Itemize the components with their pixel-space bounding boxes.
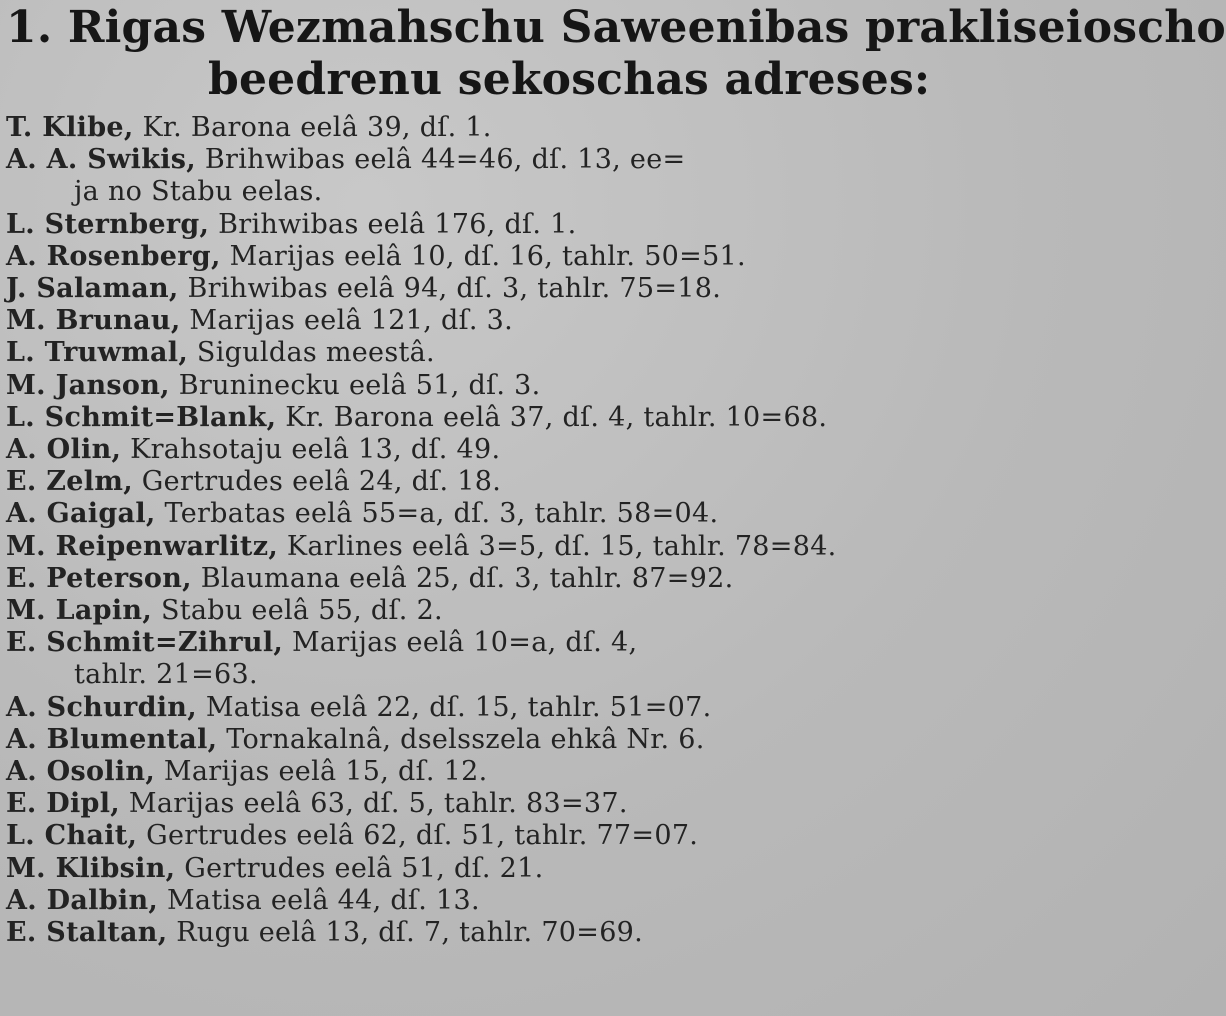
member-name: A. Dalbin, bbox=[6, 884, 159, 916]
address-entry bbox=[6, 885, 920, 917]
address-entry bbox=[6, 402, 920, 434]
member-address: Karlines eelâ 3=5, dſ. 15, tahlr. 78=84. bbox=[286, 530, 837, 562]
member-address: Bruninecku eelâ 51, dſ. 3. bbox=[178, 369, 541, 401]
member-address: Marijas eelâ 121, dſ. 3. bbox=[189, 305, 513, 337]
member-name: L. Chait, bbox=[6, 820, 138, 852]
member-name: L. Truwmal, bbox=[6, 337, 189, 369]
member-name: A. A. Swikis, bbox=[6, 144, 196, 176]
member-address-continuation: ja no Stabu eelas. bbox=[74, 176, 323, 208]
member-name: L. Sternberg, bbox=[6, 208, 210, 240]
address-entry bbox=[6, 692, 920, 724]
member-address: Kr. Barona eelâ 37, dſ. 4, tahlr. 10=68. bbox=[285, 401, 828, 433]
member-name: M. Reipenwarlitz, bbox=[6, 530, 279, 562]
member-name: E. Schmit=Zihrul, bbox=[6, 627, 284, 659]
member-address: Marijas eelâ 15, dſ. 12. bbox=[163, 756, 488, 788]
address-entry bbox=[6, 273, 920, 305]
member-address: Gertrudes eelâ 62, dſ. 51, tahlr. 77=07. bbox=[146, 820, 699, 852]
member-address: Gertrudes eelâ 51, dſ. 21. bbox=[184, 852, 544, 884]
member-address: Rugu eelâ 13, dſ. 7, tahlr. 70=69. bbox=[176, 917, 644, 949]
address-entry bbox=[6, 434, 920, 466]
member-name: M. Janson, bbox=[6, 369, 170, 401]
address-entry bbox=[6, 917, 920, 949]
member-name: A. Olin, bbox=[6, 434, 122, 466]
address-entry bbox=[6, 756, 920, 788]
heading-line-1: 1. Rigas Wezmahschu Saweenibas prakliseioscho bbox=[6, 2, 1226, 53]
member-address: Marijas eelâ 63, dſ. 5, tahlr. 83=37. bbox=[128, 788, 628, 820]
member-address: Marijas eelâ 10=a, dſ. 4, bbox=[291, 627, 638, 659]
member-address: Brihwibas eelâ 94, dſ. 3, tahlr. 75=18. bbox=[187, 273, 722, 305]
address-entry bbox=[6, 209, 920, 241]
address-entry bbox=[6, 112, 920, 144]
member-name: M. Klibsin, bbox=[6, 852, 176, 884]
address-entry bbox=[6, 853, 920, 885]
heading bbox=[6, 0, 1226, 106]
address-list bbox=[6, 112, 920, 949]
address-entry bbox=[6, 627, 920, 691]
member-address: Blaumana eelâ 25, dſ. 3, tahlr. 87=92. bbox=[200, 562, 734, 594]
address-entry bbox=[6, 241, 920, 273]
member-name: E. Dipl, bbox=[6, 788, 120, 820]
member-name: A. Rosenberg, bbox=[6, 240, 221, 272]
address-entry bbox=[6, 498, 920, 530]
member-address: Matisa eelâ 44, dſ. 13. bbox=[166, 884, 480, 916]
member-address: Tornakalnâ, dselsszela ehkâ Nr. 6. bbox=[226, 723, 705, 755]
member-name: M. Lapin, bbox=[6, 595, 153, 627]
member-address: Kr. Barona eelâ 39, dſ. 1. bbox=[142, 112, 492, 143]
member-name: J. Salaman, bbox=[6, 273, 179, 305]
member-name: A. Blumental, bbox=[6, 723, 218, 755]
member-address: Brihwibas eelâ 176, dſ. 1. bbox=[218, 208, 577, 240]
address-entry bbox=[6, 144, 920, 208]
address-entry bbox=[6, 788, 920, 820]
member-address: Gertrudes eelâ 24, dſ. 18. bbox=[141, 466, 502, 498]
member-name: M. Brunau, bbox=[6, 305, 181, 337]
member-name: A. Gaigal, bbox=[6, 498, 156, 530]
heading-line-2: beedrenu sekoschas adreses: bbox=[208, 54, 931, 105]
address-entry bbox=[6, 337, 920, 369]
member-name: E. Peterson, bbox=[6, 562, 192, 594]
address-entry bbox=[6, 370, 920, 402]
member-address: Stabu eelâ 55, dſ. 2. bbox=[160, 595, 443, 627]
member-name: E. Staltan, bbox=[6, 917, 168, 949]
address-entry bbox=[6, 595, 920, 627]
address-entry bbox=[6, 724, 920, 756]
member-name: E. Zelm, bbox=[6, 466, 133, 498]
member-name: L. Schmit=Blank, bbox=[6, 401, 277, 433]
member-name: A. Schurdin, bbox=[6, 691, 197, 723]
member-address: Terbatas eelâ 55=a, dſ. 3, tahlr. 58=04. bbox=[164, 498, 719, 530]
member-address: Marijas eelâ 10, dſ. 16, tahlr. 50=51. bbox=[229, 240, 746, 272]
member-address: Krahsotaju eelâ 13, dſ. 49. bbox=[130, 434, 501, 466]
address-entry bbox=[6, 531, 920, 563]
member-address: Brihwibas eelâ 44=46, dſ. 13, ee= bbox=[204, 144, 686, 176]
address-entry bbox=[6, 305, 920, 337]
member-name: T. Klibe, bbox=[6, 112, 134, 143]
address-entry bbox=[6, 563, 920, 595]
member-name: A. Osolin, bbox=[6, 756, 156, 788]
address-entry bbox=[6, 820, 920, 852]
address-entry bbox=[6, 466, 920, 498]
member-address: Matisa eelâ 22, dſ. 15, tahlr. 51=07. bbox=[205, 691, 712, 723]
member-address: Siguldas meestâ. bbox=[196, 337, 435, 369]
member-address-continuation: tahlr. 21=63. bbox=[74, 659, 258, 691]
